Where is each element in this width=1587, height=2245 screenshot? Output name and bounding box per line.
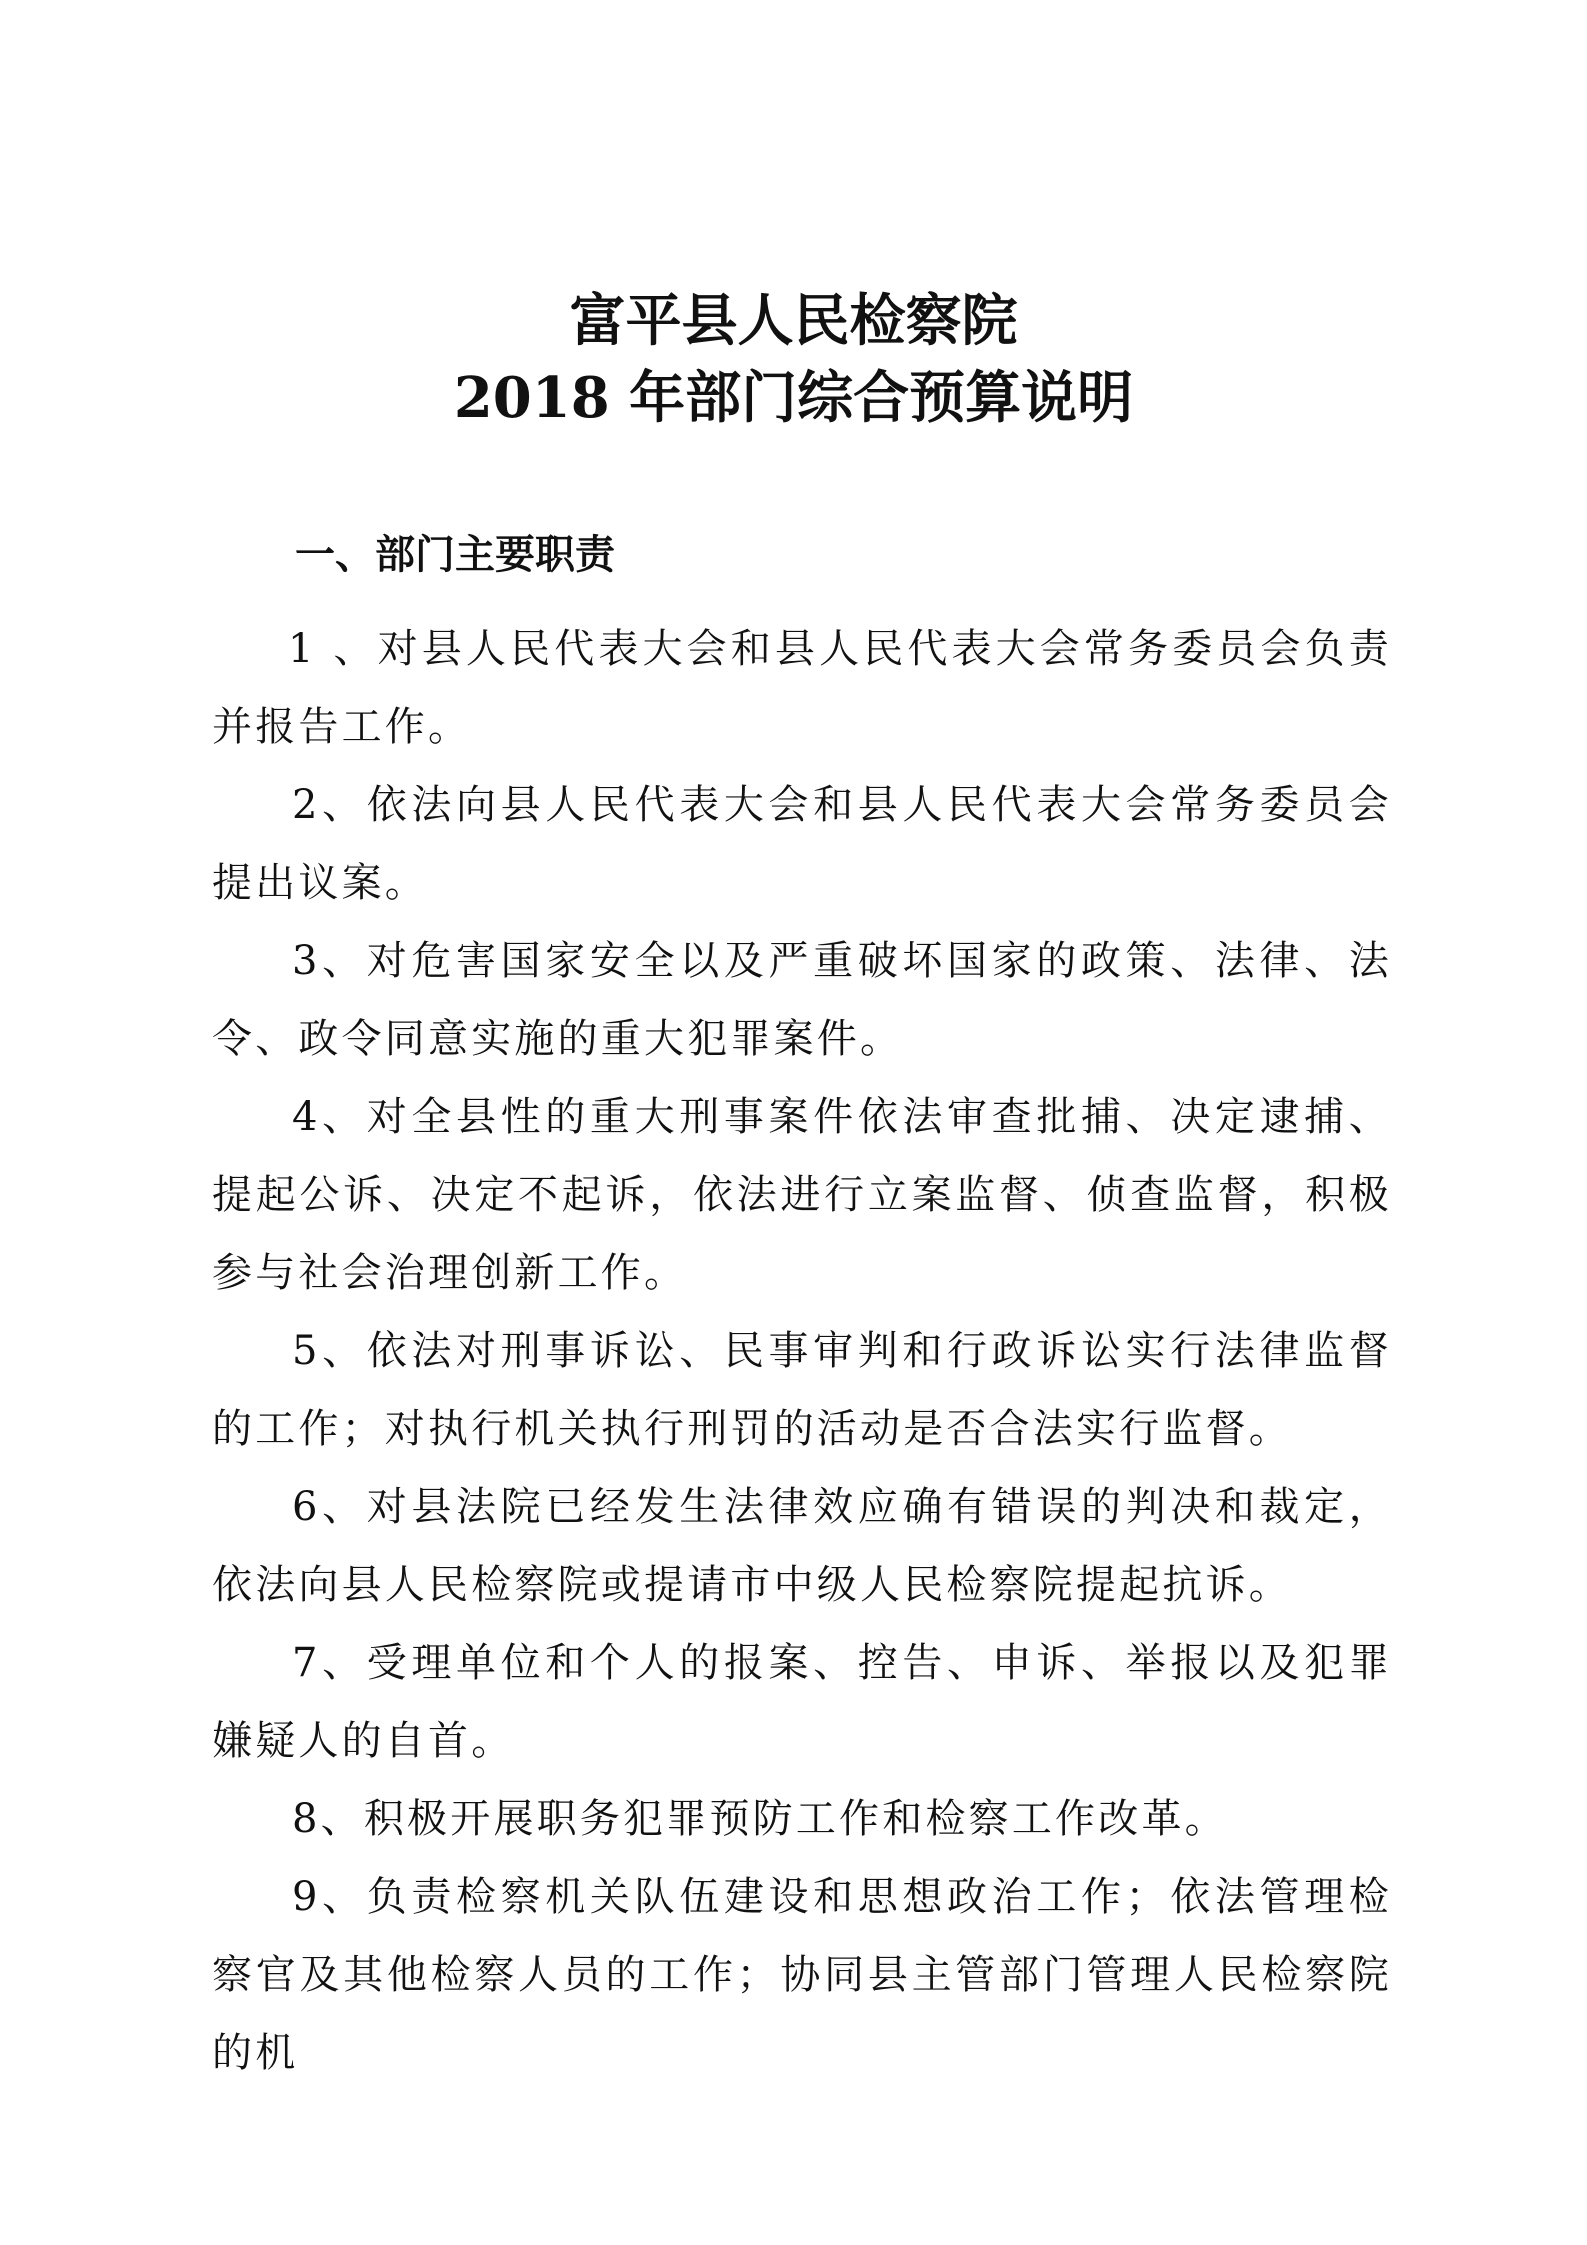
duty-paragraph-4: 4、对全县性的重大刑事案件依法审查批捕、决定逮捕、提起公诉、决定不起诉，依法进行立案监督、侦查监督，积极参与社会治理创新工作。 <box>212 1094 1392 1296</box>
document-title-line2: 2018 年部门综合预算说明 <box>453 365 1134 431</box>
duty-paragraph-9: 9、负责检察机关队伍建设和思想政治工作；依法管理检察官及其他检察人员的工作；协同县主管部门管理人民检察院的机 <box>212 1874 1392 2076</box>
duty-paragraph-7: 7、受理单位和个人的报案、控告、申诉、举报以及犯罪嫌疑人的自首。 <box>212 1640 1392 1764</box>
duty-paragraph-5: 5、依法对刑事诉讼、民事审判和行政诉讼实行法律监督的工作；对执行机关执行刑罚的活动是否合法实行监督。 <box>212 1328 1392 1452</box>
document-title-line1: 富平县人民检察院 <box>569 288 1018 354</box>
duties-list <box>212 610 1392 2092</box>
duty-paragraph-1: 1 、对县人民代表大会和县人民代表大会常务委员会负责并报告工作。 <box>212 626 1392 750</box>
duty-paragraph-2: 2、依法向县人民代表大会和县人民代表大会常务委员会提出议案。 <box>212 782 1392 906</box>
section-heading-duties: 一、部门主要职责 <box>295 531 615 578</box>
duty-paragraph-3: 3、对危害国家安全以及严重破坏国家的政策、法律、法令、政令同意实施的重大犯罪案件。 <box>212 938 1392 1062</box>
duty-paragraph-6: 6、对县法院已经发生法律效应确有错误的判决和裁定，依法向县人民检察院或提请市中级人民检察院提起抗诉。 <box>212 1484 1392 1608</box>
duty-paragraph-8: 8、积极开展职务犯罪预防工作和检察工作改革。 <box>292 1796 1228 1842</box>
